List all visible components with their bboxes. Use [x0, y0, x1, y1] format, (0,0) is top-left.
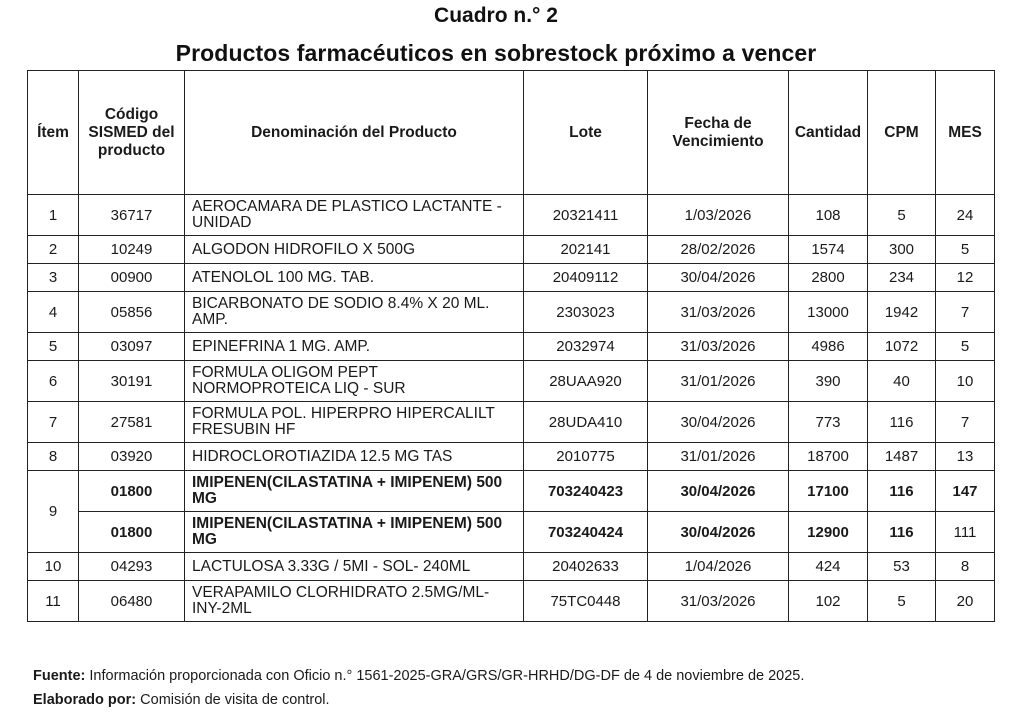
cell-fecha: 31/03/2026 [648, 333, 789, 361]
table-row [28, 264, 995, 292]
cell-codigo: 04293 [79, 553, 185, 581]
cell-mes: 10 [936, 361, 995, 402]
source-note [33, 668, 804, 684]
cell-cpm: 53 [868, 553, 936, 581]
cell-item: 7 [28, 402, 79, 443]
cell-fecha: 1/03/2026 [648, 195, 789, 236]
cell-fecha: 31/01/2026 [648, 361, 789, 402]
cell-lote: 2032974 [524, 333, 648, 361]
cell-lote: 20402633 [524, 553, 648, 581]
cell-nombre: HIDROCLOROTIAZIDA 12.5 MG TAS [185, 443, 524, 471]
cell-mes: 24 [936, 195, 995, 236]
cell-cantidad: 13000 [789, 292, 868, 333]
cell-fecha: 30/04/2026 [648, 264, 789, 292]
cell-lote: 28UAA920 [524, 361, 648, 402]
cell-nombre: IMIPENEN(CILASTATINA + IMIPENEM) 500 MG [185, 471, 524, 512]
table-row [28, 236, 995, 264]
cell-fecha: 31/03/2026 [648, 581, 789, 622]
cell-mes: 12 [936, 264, 995, 292]
table-row [28, 471, 995, 512]
cell-cpm: 116 [868, 402, 936, 443]
table-row [28, 292, 995, 333]
cell-codigo: 01800 [79, 512, 185, 553]
cell-item: 11 [28, 581, 79, 622]
cell-cpm: 40 [868, 361, 936, 402]
cell-mes: 20 [936, 581, 995, 622]
cell-cpm: 116 [868, 471, 936, 512]
cell-item: 10 [28, 553, 79, 581]
cell-fecha: 1/04/2026 [648, 553, 789, 581]
cell-cantidad: 1574 [789, 236, 868, 264]
cell-nombre: ALGODON HIDROFILO X 500G [185, 236, 524, 264]
cell-cantidad: 108 [789, 195, 868, 236]
cell-codigo: 03920 [79, 443, 185, 471]
cell-fecha: 30/04/2026 [648, 402, 789, 443]
header-cantidad: Cantidad [789, 71, 868, 195]
cell-cpm: 5 [868, 195, 936, 236]
cell-fecha: 31/03/2026 [648, 292, 789, 333]
cell-nombre: FORMULA OLIGOM PEPT NORMOPROTEICA LIQ - SUR [185, 361, 524, 402]
cell-mes: 13 [936, 443, 995, 471]
cell-codigo: 00900 [79, 264, 185, 292]
cell-fecha: 28/02/2026 [648, 236, 789, 264]
header-fecha: Fecha de Vencimiento [648, 71, 789, 195]
cell-nombre: BICARBONATO DE SODIO 8.4% X 20 ML. AMP. [185, 292, 524, 333]
cell-fecha: 30/04/2026 [648, 471, 789, 512]
table-row [28, 443, 995, 471]
cell-nombre: EPINEFRINA 1 MG. AMP. [185, 333, 524, 361]
cell-codigo: 27581 [79, 402, 185, 443]
table-header-row [28, 71, 995, 195]
cell-nombre: FORMULA POL. HIPERPRO HIPERCALILT FRESUBIN HF [185, 402, 524, 443]
cell-item: 8 [28, 443, 79, 471]
cell-nombre: ATENOLOL 100 MG. TAB. [185, 264, 524, 292]
table-row [28, 581, 995, 622]
cell-codigo: 10249 [79, 236, 185, 264]
header-denominacion: Denominación del Producto [185, 71, 524, 195]
cell-fecha: 31/01/2026 [648, 443, 789, 471]
cell-mes: 8 [936, 553, 995, 581]
table-row [28, 402, 995, 443]
cell-mes: 7 [936, 292, 995, 333]
cell-mes: 7 [936, 402, 995, 443]
cell-cpm: 300 [868, 236, 936, 264]
table-row [28, 553, 995, 581]
table-caption-title: Productos farmacéuticos en sobrestock próximo a vencer [175, 40, 817, 66]
header-codigo: Código SISMED del producto [79, 71, 185, 195]
header-cpm: CPM [868, 71, 936, 195]
cell-item: 6 [28, 361, 79, 402]
cell-mes: 147 [936, 471, 995, 512]
cell-cpm: 116 [868, 512, 936, 553]
cell-cantidad: 424 [789, 553, 868, 581]
cell-codigo: 01800 [79, 471, 185, 512]
cell-cpm: 234 [868, 264, 936, 292]
cell-cantidad: 102 [789, 581, 868, 622]
cell-item: 3 [28, 264, 79, 292]
author-label: Elaborado por: [33, 692, 137, 708]
cell-nombre: VERAPAMILO CLORHIDRATO 2.5MG/ML- INY-2ML [185, 581, 524, 622]
header-item: Ítem [28, 71, 79, 195]
table-caption-number: Cuadro n.° 2 [434, 4, 558, 27]
cell-mes: 5 [936, 236, 995, 264]
cell-cantidad: 390 [789, 361, 868, 402]
cell-codigo: 06480 [79, 581, 185, 622]
cell-item: 4 [28, 292, 79, 333]
cell-lote: 202141 [524, 236, 648, 264]
table-row [28, 333, 995, 361]
header-lote: Lote [524, 71, 648, 195]
source-label: Fuente: [33, 668, 86, 684]
source-text: Información proporcionada con Oficio n.° 1561-2025-GRA/GRS/GR-HRHD/DG-DF de 4 de noviembre de 2025. [85, 668, 805, 684]
cell-cpm: 1487 [868, 443, 936, 471]
cell-cpm: 5 [868, 581, 936, 622]
author-text: Comisión de visita de control. [136, 692, 330, 708]
cell-item: 1 [28, 195, 79, 236]
cell-lote: 703240423 [524, 471, 648, 512]
cell-mes: 5 [936, 333, 995, 361]
cell-cantidad: 2800 [789, 264, 868, 292]
cell-cantidad: 12900 [789, 512, 868, 553]
cell-lote: 20409112 [524, 264, 648, 292]
cell-codigo: 05856 [79, 292, 185, 333]
cell-lote: 2010775 [524, 443, 648, 471]
cell-item: 5 [28, 333, 79, 361]
table-row [28, 195, 995, 236]
cell-lote: 703240424 [524, 512, 648, 553]
cell-lote: 2303023 [524, 292, 648, 333]
cell-cpm: 1942 [868, 292, 936, 333]
cell-cantidad: 18700 [789, 443, 868, 471]
cell-mes: 111 [936, 512, 995, 553]
cell-nombre: LACTULOSA 3.33G / 5MI - SOL- 240ML [185, 553, 524, 581]
cell-codigo: 36717 [79, 195, 185, 236]
cell-nombre: AEROCAMARA DE PLASTICO LACTANTE - UNIDAD [185, 195, 524, 236]
cell-item: 2 [28, 236, 79, 264]
cell-codigo: 30191 [79, 361, 185, 402]
table-row [28, 361, 995, 402]
cell-lote: 28UDA410 [524, 402, 648, 443]
header-mes: MES [936, 71, 995, 195]
cell-nombre: IMIPENEN(CILASTATINA + IMIPENEM) 500 MG [185, 512, 524, 553]
author-note [33, 692, 330, 708]
cell-cantidad: 17100 [789, 471, 868, 512]
products-table [27, 70, 995, 622]
cell-cpm: 1072 [868, 333, 936, 361]
cell-item: 9 [28, 471, 79, 553]
table-row [28, 512, 995, 553]
cell-codigo: 03097 [79, 333, 185, 361]
cell-cantidad: 773 [789, 402, 868, 443]
cell-fecha: 30/04/2026 [648, 512, 789, 553]
cell-lote: 75TC0448 [524, 581, 648, 622]
cell-lote: 20321411 [524, 195, 648, 236]
cell-cantidad: 4986 [789, 333, 868, 361]
